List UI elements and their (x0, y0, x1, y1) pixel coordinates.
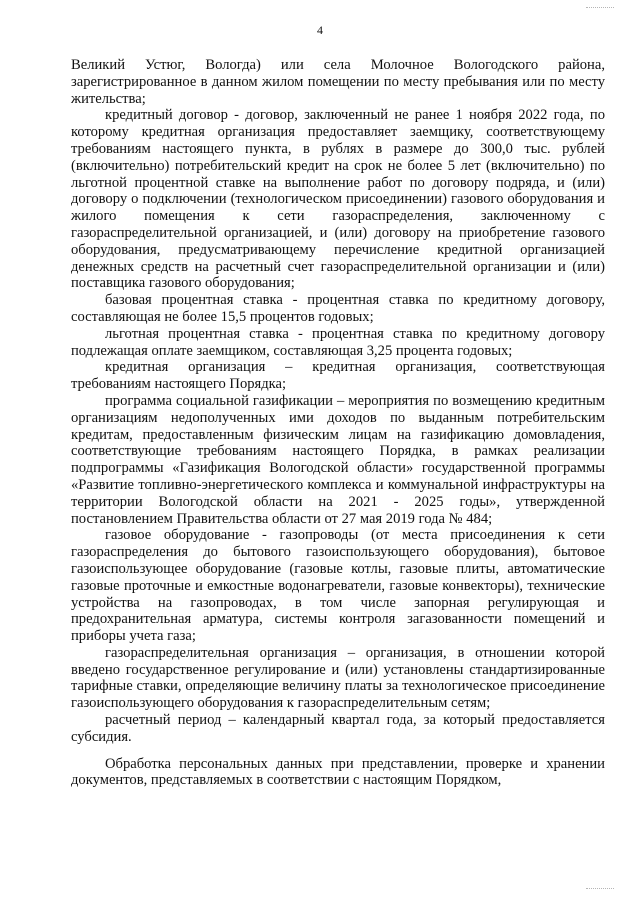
scan-mark-top (586, 7, 614, 10)
scan-mark-bottom (586, 888, 614, 891)
page-number: 4 (317, 23, 323, 37)
definition-gas-equipment: газовое оборудование - газопроводы (от места присоединения к сети газораспределения до бытового газоиспользующего оборудования), бытовое газоиспользующее оборудование (газовые котлы, газовые плиты, автоматические газовые проточные и емкостные водонагреватели, газовые конвекторы), технические устройства на газопроводах, в том числе запорная регулирующая и предохранительная арматура, системы контроля загазованности помещений и приборы учета газа; (71, 527, 605, 645)
definition-base-rate: базовая процентная ставка - процентная ставка по кредитному договору, составляющая не более 15,5 процентов годовых; (71, 292, 605, 325)
paragraph-continuation: Великий Устюг, Вологда) или села Молочное Вологодского района, зарегистрированное в данном жилом помещении по месту пребывания или по месту жительства; (71, 57, 605, 107)
paragraph-personal-data: Обработка персональных данных при представлении, проверке и хранении документов, представляемых в соответствии с настоящим Порядком, (71, 755, 605, 789)
document-body (71, 57, 605, 789)
definition-settlement-period: расчетный период – календарный квартал года, за который предоставляется субсидия. (71, 712, 605, 745)
definition-credit-agreement: кредитный договор - договор, заключенный не ранее 1 ноября 2022 года, по которому кредитная организация предоставляет заемщику, соответствующему требованиям настоящего пункта, в рублях в размере до 300,0 тыс. рублей (включительно) потребительский кредит на срок не более 5 лет (включительно) по льготной процентной ставке на выполнение работ по договору подряда, и (или) договору о подключении (технологическом присоединении) газового оборудования и жилого помещения к сети газораспределения, заключенному с газораспределительной организацией, и (или) договору на приобретение газового оборудования, предусматривающему перечисление кредитной организацией денежных средств на расчетный счет газораспределительной организации и (или) поставщика газового оборудования; (71, 107, 605, 292)
definition-gasification-program: программа социальной газификации – мероприятия по возмещению кредитным организациям недополученных ими доходов по выданным потребительским кредитам, предоставленным физическим лицам на газификацию домовладения, соответствующие требованиям настоящего Порядка, в рамках реализации подпрограммы «Газификация Вологодской области» государственной программы «Развитие топливно-энергетического комплекса и коммунальной инфраструктуры на территории Вологодской области на 2021 - 2025 годы», утвержденной постановлением Правительства области от 27 мая 2019 года № 484; (71, 392, 605, 527)
definition-preferential-rate: льготная процентная ставка - процентная ставка по кредитному договору подлежащая оплате заемщиком, составляющая 3,25 процента годовых; (71, 325, 605, 359)
definition-credit-organization: кредитная организация – кредитная организация, соответствующая требованиям настоящего Порядка; (71, 359, 605, 393)
definition-gas-distribution-organization: газораспределительная организация – организация, в отношении которой введено государственное регулирование и (или) установлены стандартизированные тарифные ставки, определяющие величину платы за технологическое присоединение газоиспользующего оборудования к газораспределительным сетям; (71, 644, 605, 712)
